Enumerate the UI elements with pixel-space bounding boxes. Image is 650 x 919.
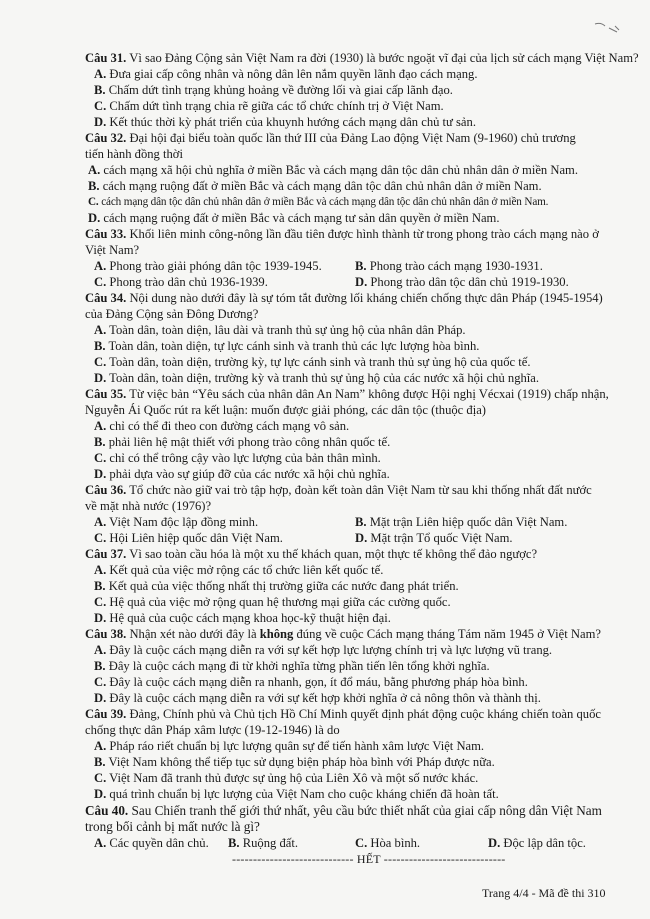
question-39	[85, 707, 620, 722]
option-c: C. chỉ có thể trông cậy vào lực lượng của bản thân mình.	[94, 451, 381, 465]
option-c: C. Đây là cuộc cách mạng diễn ra nhanh, gọn, ít đổ máu, bằng phương pháp hòa bình.	[94, 675, 528, 689]
question-36	[85, 483, 620, 498]
option-c: C. Hệ quả của việc mở rộng quan hệ thương mại giữa các cường quốc.	[94, 595, 451, 609]
question-text: Đảng, Chính phủ và Chủ tịch Hồ Chí Minh quyết định phát động cuộc kháng chiến toàn quốc	[129, 707, 601, 721]
question-38	[85, 627, 620, 642]
question-40	[85, 803, 620, 818]
end-marker: ----------------------------- HẾT -----------------------------	[232, 852, 506, 866]
question-33	[85, 227, 620, 242]
option-c: C. Chấm dứt tình trạng chia rẽ giữa các tổ chức chính trị ở Việt Nam.	[94, 99, 444, 113]
question-text: Tổ chức nào giữ vai trò tập hợp, đoàn kết toàn dân Việt Nam từ sau khi thống nhất đất nước	[129, 483, 592, 497]
option-c: C. Hội Liên hiệp quốc dân Việt Nam.	[94, 531, 283, 545]
question-text: Nội dung nào dưới đây là sự tóm tắt đường lối kháng chiến chống thực dân Pháp (1945-1954)	[129, 291, 603, 305]
option-b: B. Việt Nam không thể tiếp tục sử dụng biện pháp hòa bình với Pháp được nữa.	[94, 755, 495, 769]
question-number: Câu 38.	[85, 627, 127, 641]
option-b: B. Chấm dứt tình trạng khủng hoảng về đường lối và giai cấp lãnh đạo.	[94, 83, 453, 97]
page-footer: Trang 4/4 - Mã đề thi 310	[482, 886, 606, 900]
question-31	[85, 51, 639, 66]
question-number: Câu 31.	[85, 51, 127, 65]
option-d: D. Hệ quả của cuộc cách mạng khoa học-kỹ thuật hiện đại.	[94, 611, 391, 625]
question-36-cont: về mặt nhà nước (1976)?	[85, 499, 212, 513]
option-b: B. Kết quả của việc thống nhất thị trường giữa các nước đang phát triển.	[94, 579, 459, 593]
question-number: Câu 33.	[85, 227, 127, 241]
question-text-pre: Nhận xét nào dưới đây là	[129, 627, 260, 641]
option-b: B. Đây là cuộc cách mạng đi từ khởi nghĩa từng phần tiến lên tổng khởi nghĩa.	[94, 659, 490, 673]
question-34	[85, 291, 620, 306]
pen-mark-icon	[593, 20, 621, 36]
question-number: Câu 32.	[85, 131, 127, 145]
option-a: A. chỉ có thể đi theo con đường cách mạng vô sản.	[94, 419, 350, 433]
question-number: Câu 37.	[85, 547, 127, 561]
option-c: C. Toàn dân, toàn diện, trường kỳ, tự lực cánh sinh và tranh thủ sự ủng hộ của quốc tế.	[94, 355, 531, 369]
option-a: A. Việt Nam độc lập đồng minh.	[94, 515, 259, 529]
question-text: Khối liên minh công-nông lần đầu tiên được hình thành từ trong phong trào cách mạng nào ở	[129, 227, 599, 241]
question-text: Đại hội đại biểu toàn quốc lần thứ III của Đảng Lao động Việt Nam (9-1960) chủ trương	[129, 131, 576, 145]
question-32-cont: tiến hành đồng thời	[85, 147, 183, 161]
option-d: D. Đây là cuộc cách mạng diễn ra với sự kết hợp khởi nghĩa ở cả nông thôn và thành thị.	[94, 691, 541, 705]
option-d: D. quá trình chuẩn bị lực lượng của Việt Nam cho cuộc kháng chiến đã hoàn tất.	[94, 787, 499, 801]
option-c: C. Hòa bình.	[355, 836, 421, 850]
option-d: D. Kết thúc thời kỳ phát triển của khuynh hướng cách mạng dân chủ tư sản.	[94, 115, 476, 129]
question-number: Câu 36.	[85, 483, 127, 497]
question-number: Câu 39.	[85, 707, 127, 721]
option-a: A. Đưa giai cấp công nhân và nông dân lên nắm quyền lãnh đạo cách mạng.	[94, 67, 478, 81]
option-c: C. cách mạng dân tộc dân chủ nhân dân ở miền Bắc và cách mạng dân tộc dân chủ nhân dân ở miền Nam.	[88, 196, 549, 208]
option-d: D. Phong trào dân tộc dân chủ 1919-1930.	[355, 275, 569, 289]
option-a: A. Phong trào giải phóng dân tộc 1939-1945.	[94, 259, 322, 273]
question-34-cont: của Đảng Cộng sản Đông Dương?	[85, 307, 259, 321]
option-c: C. Phong trào dân chủ 1936-1939.	[94, 275, 268, 289]
question-text-post: đúng về cuộc Cách mạng tháng Tám năm 1945 ở Việt Nam?	[293, 627, 601, 641]
option-a: A. cách mạng xã hội chủ nghĩa ở miền Bắc và cách mạng dân tộc dân chủ nhân dân ở miền Nam.	[88, 163, 578, 177]
option-d: D. Mặt trận Tổ quốc Việt Nam.	[355, 531, 513, 545]
question-35	[85, 387, 620, 402]
option-d: D. Toàn dân, toàn diện, trường kỳ và tranh thủ sự ủng hộ của các nước xã hội chủ nghĩa.	[94, 371, 540, 385]
option-b: B. cách mạng ruộng đất ở miền Bắc và cách mạng dân tộc dân chủ nhân dân ở miền Nam.	[88, 179, 542, 193]
option-b: B. phải liên hệ mật thiết với phong trào công nhân quốc tế.	[94, 435, 391, 449]
option-d: D. phải dựa vào sự giúp đỡ của các nước xã hội chủ nghĩa.	[94, 467, 390, 481]
option-a: A. Kết quả của việc mở rộng các tổ chức liên kết quốc tế.	[94, 563, 384, 577]
option-a: A. Pháp ráo riết chuẩn bị lực lượng quân sự để tiến hành xâm lược Việt Nam.	[94, 739, 485, 753]
option-b: B. Mặt trận Liên hiệp quốc dân Việt Nam.	[355, 515, 568, 529]
option-a: A. Các quyền dân chủ.	[94, 836, 209, 850]
option-c: C. Việt Nam đã tranh thủ được sự ủng hộ của Liên Xô và một số nước khác.	[94, 771, 479, 785]
question-text: Vì sao toàn cầu hóa là một xu thế khách quan, một thực tế không thể đảo ngược?	[129, 547, 538, 561]
option-d: D. Độc lập dân tộc.	[488, 836, 586, 850]
option-b: B. Ruộng đất.	[228, 836, 298, 850]
question-39-cont: chống thực dân Pháp xâm lược (19-12-1946) là do	[85, 723, 340, 737]
option-a: A. Toàn dân, toàn diện, lâu dài và tranh thủ sự ủng hộ của nhân dân Pháp.	[94, 323, 466, 337]
emphasis-not: không	[259, 627, 294, 641]
question-37	[85, 547, 620, 562]
question-33-cont: Việt Nam?	[85, 243, 140, 257]
question-32	[85, 131, 620, 146]
option-a: A. Đây là cuộc cách mạng diễn ra với sự kết hợp lực lượng chính trị và lực lượng vũ trang.	[94, 643, 553, 657]
option-b: B. Toàn dân, toàn diện, tự lực cánh sinh và tranh thủ các lực lượng hòa bình.	[94, 339, 480, 353]
question-number: Câu 35.	[85, 387, 127, 401]
question-number: Câu 40.	[85, 803, 129, 818]
question-text: Vì sao Đảng Cộng sản Việt Nam ra đời (1930) là bước ngoặt vĩ đại của lịch sử cách mạng Việt Nam?	[129, 51, 639, 65]
question-text: Từ việc bản “Yêu sách của nhân dân An Nam” không được Hội nghị Vécxai (1919) chấp nhận,	[129, 387, 609, 401]
option-b: B. Phong trào cách mạng 1930-1931.	[355, 259, 543, 273]
question-35-cont: Nguyễn Ái Quốc rút ra kết luận: muốn được giải phóng, các dân tộc (thuộc địa)	[85, 403, 486, 417]
option-d: D. cách mạng ruộng đất ở miền Bắc và cách mạng tư sản dân quyền ở miền Nam.	[88, 211, 500, 225]
question-40-cont: trong bối cảnh bị mất nước là gì?	[85, 819, 260, 834]
question-number: Câu 34.	[85, 291, 127, 305]
question-text: Sau Chiến tranh thế giới thứ nhất, yêu cầu bức thiết nhất của giai cấp nông dân Việt Nam	[131, 803, 602, 818]
